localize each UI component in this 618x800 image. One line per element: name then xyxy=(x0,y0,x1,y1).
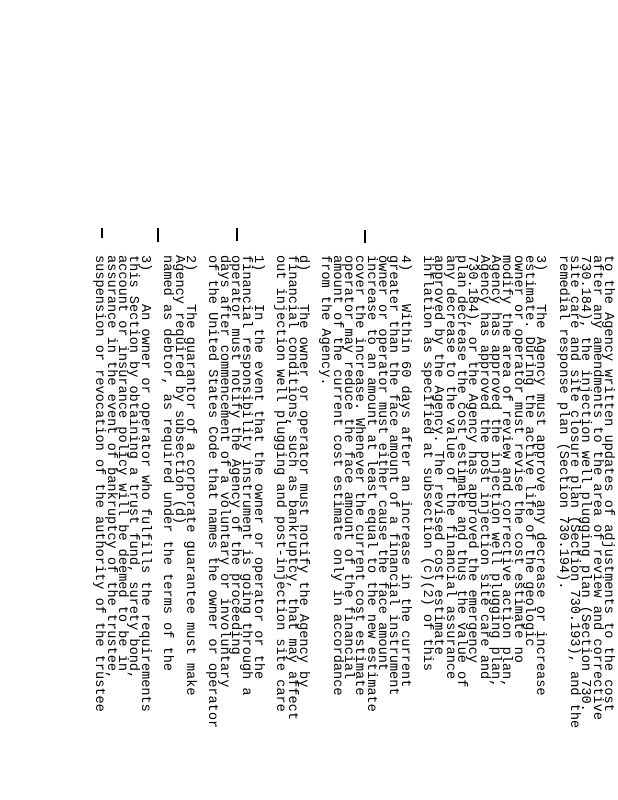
text-line: 1) In the event that the owner or operator or the xyxy=(249,255,265,680)
text-line: days after commencement of a voluntary or involuntary xyxy=(215,255,231,688)
text-line: of the United States Code that names the owner or operator xyxy=(204,255,220,729)
text-line: operator may reduce the face amount of the financial xyxy=(340,255,356,680)
text-line: account or insurance policy will be deemed to be in xyxy=(114,255,130,672)
text-line: Agency has approved the post injection site care and xyxy=(475,255,491,680)
text-line: remedial response plan (Section 730.194). xyxy=(554,255,570,590)
text-line: owner or operator must revise the cost estimate no xyxy=(509,255,525,663)
hyphen-mark xyxy=(101,228,103,238)
text-line: out injection well plugging and post-injection site care xyxy=(272,255,288,712)
text-line: 3) An owner or operator who fulfills the requirements xyxy=(136,255,152,712)
text-line: from the Agency. xyxy=(317,255,333,386)
text-line: d) The owner or operator must notify the Agency by xyxy=(294,255,310,688)
text-line: financial responsibility instrument is going through a xyxy=(238,255,254,696)
text-line: 3) The Agency must approve any decrease or increase xyxy=(532,255,548,696)
text-line: 4) Within 60 days after an increase in the current xyxy=(396,255,412,688)
text-line: site care and site closure plan (Section 730.193), and the xyxy=(566,255,582,729)
text-line: named as debtor, as required under the terms of the xyxy=(159,255,175,672)
text-line: greater than the face amount of a financial instrument xyxy=(385,255,401,696)
hyphen-mark xyxy=(236,228,238,241)
text-line: estimate. During the active life of the geologic xyxy=(520,255,536,647)
text-line: to the Agency written updates of adjustments to the cost xyxy=(600,255,615,712)
text-line: amount of the current cost estimate only in accordance xyxy=(328,255,344,696)
text-line: financial conditions, such as bankruptcy, that may affect xyxy=(283,255,299,720)
text-line: modify the area of review and corrective action plan, xyxy=(498,255,514,688)
hyphen-mark xyxy=(364,230,366,243)
text-line: increase to an amount at least equal to the new estimate xyxy=(362,255,378,712)
text-line: 730.184), or the Agency has approved the emergency xyxy=(464,255,480,663)
text-line: assurance in the event of bankruptcy of the trustee, xyxy=(102,255,118,680)
text-line: suspension or revocation of the authority of the trustee xyxy=(91,255,107,712)
text-line: Agency has approved the injection well plugging plan, xyxy=(487,255,502,688)
text-line: 730.184), the injection well plugging plan (Section 730. xyxy=(577,255,593,712)
text-line: approved by the Agency. The revised cost estimate xyxy=(430,255,446,655)
text-line: any decrease to the value of the financial assurance xyxy=(441,255,457,680)
text-line: plan decrease the cost estimate and thus the value of xyxy=(453,255,469,688)
text-line: 2) The guarantor of a corporate guarantee must make xyxy=(181,255,197,696)
text-line: after any amendments to the area of review and corrective xyxy=(588,255,604,720)
text-line: Agency required by subsection (d) xyxy=(170,255,186,525)
text-line: cover the increase. Whenever the current cost estimate xyxy=(351,255,367,696)
text-line: operator must notify the Agency of the proceeding xyxy=(227,255,243,655)
text-line: inflation as specified at subsection (c)(2) of this xyxy=(419,255,435,672)
text-line: this Section by obtaining a trust fund, surety bond, xyxy=(125,255,141,680)
hyphen-mark xyxy=(157,228,159,242)
text-line: owner or operator must either cause the face amount xyxy=(374,255,389,672)
